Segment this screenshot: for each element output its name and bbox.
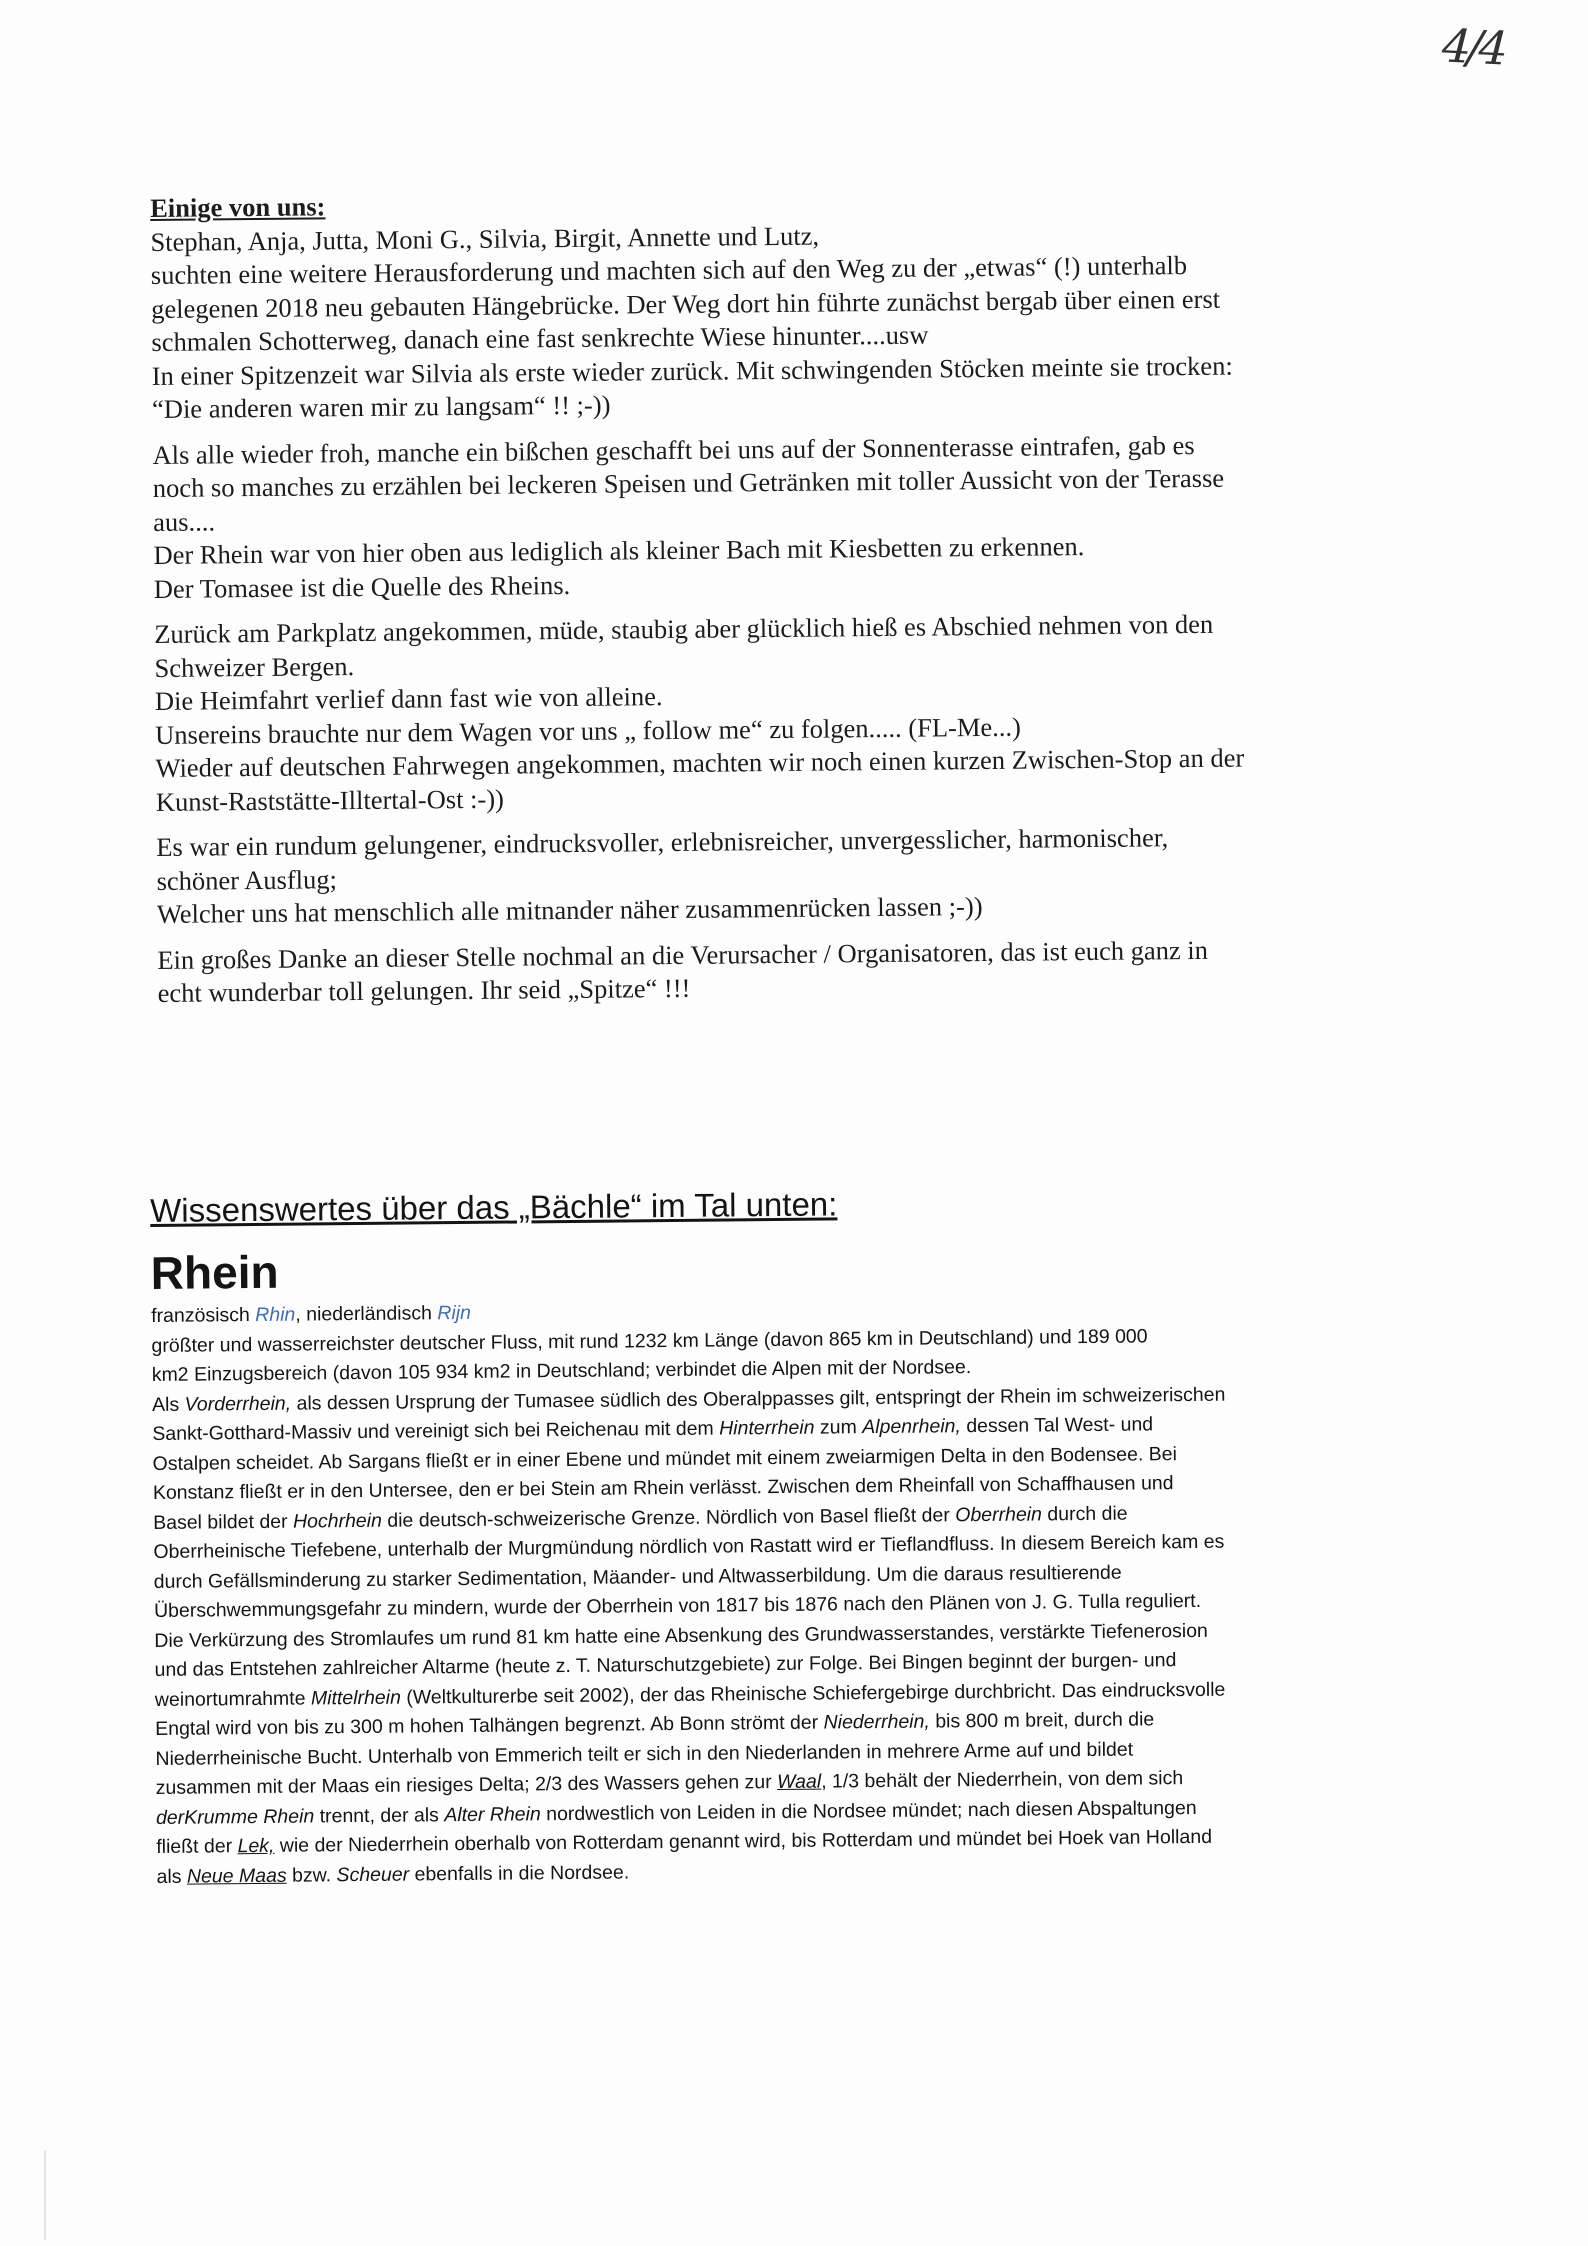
term-krumme-rhein: Krumme Rhein [184,1804,315,1829]
text-fragment: der [155,1806,185,1829]
text-line: Wieder auf deutschen Fahrwegen angekommen, machten wir noch einen kurzen Zwischen-Stop an der [155,742,1245,783]
text-fragment: , 1/3 behält der Niederrhein, von dem sich [821,1767,1184,1793]
text-line: Überschwemmungsgefahr zu mindern, wurde der Oberrhein von 1817 bis 1876 nach den Plänen von J. G. Tulla reguliert. [153,1589,1202,1622]
text-line: echt wunderbar toll gelungen. Ihr seid „Spitze“ !!! [157,972,691,1008]
term-alpenrhein: Alpenrhein, [862,1415,961,1439]
text-line: Als alle wieder froh, manche ein bißchen geschafft bei uns auf der Sonnenterasse eintrafen, gab es [152,429,1195,470]
scan-margin-mark [44,2150,46,2240]
text-line: schöner Ausflug; [156,863,338,896]
text-line: Konstanz fließt er in den Untersee, den er bei Stein am Rhein verlässt. Zwischen dem Rheinfall von Schaffhausen und [152,1472,1174,1504]
text-line: Niederrheinische Bucht. Unterhalb von Emmerich teilt er sich in den Niederlanden in mehrere Arme auf und bildet [155,1738,1134,1770]
text-fragment: wie der Niederrhein oberhalb von Rotterdam genannt wird, bis Rotterdam und mündet bei Hoek van Holland [274,1825,1213,1857]
text-fragment: ebenfalls in die Nordsee. [409,1860,630,1886]
text-line: Die Verkürzung des Stromlaufes um rund 81 km hatte eine Absenkung des Grundwasserstandes, verstärkte Tiefenerosion [154,1619,1208,1652]
text-fragment: Als [151,1393,185,1416]
encyclopedia-excerpt [150,1179,1487,1892]
link-rhin[interactable]: Rhin [255,1303,296,1326]
paragraph-return [154,605,1466,819]
text-fragment: zusammen mit der Maas ein riesiges Delta; 2/3 des Wassers gehen zur [155,1771,778,1799]
link-neue-maas[interactable]: Neue Maas [186,1864,287,1888]
text-fragment: dessen Tal West- und [960,1413,1154,1438]
term-mittelrhein: Mittelrhein [310,1686,401,1709]
text-line: “Die anderen waren mir zu langsam“ !! ;-)) [151,389,611,424]
article-body [151,1289,1487,1892]
paragraph-terrace [152,426,1464,606]
text-line: Ein großes Danke an dieser Stelle nochmal an die Verursacher / Organisatoren, das ist euch ganz in [157,934,1209,975]
text-line: Kunst-Raststätte-Illtertal-Ost :-)) [155,783,505,817]
link-rijn[interactable]: Rijn [437,1301,472,1325]
text-fragment: die deutsch-schweizerische Grenze. Nördlich von Basel fließt der [381,1503,956,1532]
text-line: Stephan, Anja, Jutta, Moni G., Silvia, Birgit, Annette und Lutz, [150,220,820,257]
text-fragment: Engtal wird von bis zu 300 m hohen Talhängen begrenzt. Ab Bonn strömt der [155,1711,824,1740]
text-fragment: zum [814,1416,863,1439]
text-line: Der Rhein war von hier oben aus lediglich als kleiner Bach mit Kiesbetten zu erkennen. [153,531,1085,570]
text-fragment: durch die [1041,1502,1128,1525]
text-line: Es war ein rundum gelungener, eindrucksvoller, erlebnisreicher, unvergesslicher, harmonischer, [156,822,1169,862]
text-fragment: fließt der [156,1835,238,1858]
paragraph-thanks [157,931,1468,1011]
text-line: noch so manches zu erzählen bei leckeren Speisen und Getränken mit toller Aussicht von der Terasse [152,462,1225,503]
group-heading: Einige von uns: [150,191,326,223]
link-lek[interactable]: Lek, [237,1834,275,1858]
text-fragment: als dessen Ursprung der Tumasee südlich des Oberalppasses gilt, entspringt der Rhein im schweizerischen [291,1383,1226,1415]
text-fragment: als [156,1865,188,1888]
text-fragment: , niederländisch [295,1302,438,1326]
text-line: Oberrheinische Tiefebene, unterhalb der Murgmündung nördlich von Rastatt wird er Tieflandfluss. In diesem Bereich kam es [153,1530,1225,1563]
text-fragment: Sankt-Gotthard-Massiv und vereinigt sich bei Reichenau mit dem [152,1417,720,1445]
text-line: und das Entstehen zahlreicher Altarme (heute z. T. Naturschutzgebiete) zur Folge. Bei Bingen beginnt der burgen- und [154,1649,1177,1681]
text-line: Schweizer Bergen. [154,650,355,683]
term-niederrhein: Niederrhein, [823,1710,930,1734]
paragraph-bridge [150,213,1462,427]
text-line: Der Tomasee ist die Quelle des Rheins. [153,569,571,604]
text-line: Die Heimfahrt verlief dann fast wie von alleine. [154,681,663,716]
text-line: suchten eine weitere Herausforderung und machten sich auf den Weg zu der „etwas“ (!) unterhalb [150,250,1188,290]
text-line: gelegenen 2018 neu gebauten Hängebrücke. Der Weg dort hin führte zunächst bergab über einen erst [150,283,1221,324]
text-line: Ostalpen scheidet. Ab Sargans fließt er in einer Ebene und mündet mit einem zweiarmigen Delta in den Bodensee. Bei [152,1442,1178,1475]
term-hinterrhein: Hinterrhein [719,1416,815,1440]
article-title: Rhein [150,1245,279,1299]
term-hochrhein: Hochrhein [292,1509,383,1533]
text-line: Zurück am Parkplatz angekommen, müde, staubig aber glücklich hieß es Abschied nehmen von den [154,608,1214,649]
text-fragment: französisch [151,1303,256,1327]
text-fragment: bzw. [286,1863,337,1887]
paragraph-summary [156,818,1467,931]
text-line: Unsereins brauchte nur dem Wagen vor uns „ follow me“ zu folgen..... (FL-Me...) [155,711,1022,750]
link-waal[interactable]: Waal [776,1770,822,1794]
term-vorderrhein: Vorderrhein, [184,1392,292,1416]
text-line: durch Gefällsminderung zu starker Sedimentation, Mäander- und Altwasserbildung. Um die daraus resultierende [153,1561,1122,1593]
text-fragment: nordwestlich von Leiden in die Nordsee mündet; nach diesen Abspaltungen [540,1796,1197,1825]
text-fragment: bis 800 m breit, durch die [929,1708,1155,1733]
text-line: aus.... [153,505,216,537]
text-fragment: weinortumrahmte [154,1686,312,1711]
text-fragment: trennt, der als [314,1803,445,1827]
term-scheuer: Scheuer [336,1863,410,1886]
text-fragment: Basel bildet der [153,1510,294,1534]
page-number: 4/4 [1440,18,1506,76]
text-line: km2 Einzugsbereich (davon 105 934 km2 in Deutschland; verbindet die Alpen mit der Nordsee. [151,1356,972,1386]
term-alter-rhein: Alter Rhein [444,1802,541,1826]
text-fragment: (Weltkulturerbe seit 2002), der das Rheinische Schiefergebirge durchbricht. Das eindrucksvolle [400,1678,1226,1709]
trip-report [150,179,1468,1022]
text-line: schmalen Schotterweg, danach eine fast senkrechte Wiese hinunter....usw [151,319,929,357]
text-line: In einer Spitzenzeit war Silvia als erste wieder zurück. Mit schwingenden Stöcken meinte sie trocken: [151,350,1233,391]
text-line: Welcher uns hat menschlich alle mitnander näher zusammenrücken lassen ;-)) [156,891,983,929]
term-oberrhein: Oberrhein [955,1502,1043,1526]
section-heading: Wissenswertes über das „Bächle“ im Tal unten: [150,1185,838,1229]
text-line: größter und wasserreichster deutscher Fluss, mit rund 1232 km Länge (davon 865 km in Deutschland) und 189 000 [151,1324,1148,1357]
